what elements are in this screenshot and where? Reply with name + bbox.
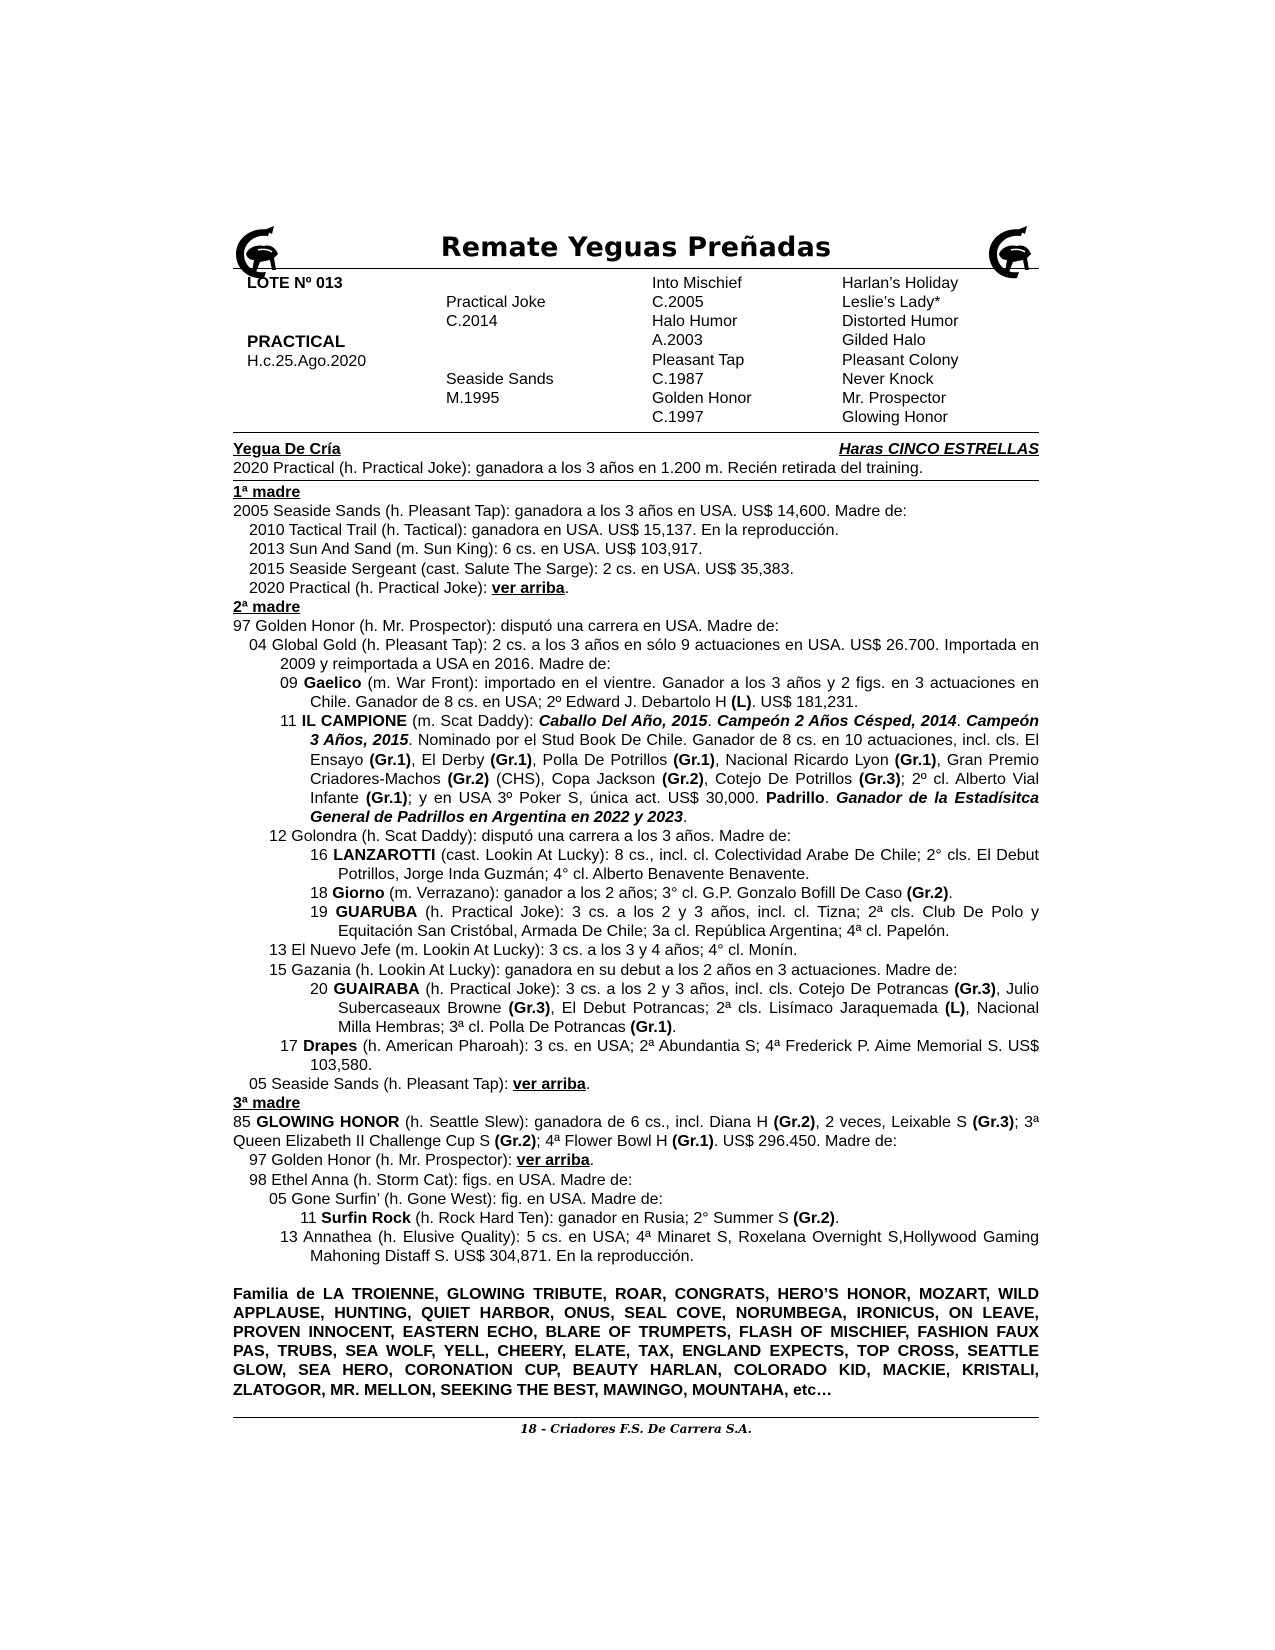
produce-line: 12 Golondra (h. Scat Daddy): disputó una carrera a los 3 años. Madre de: (269, 827, 792, 845)
section-heading: 1ª madre (233, 484, 301, 502)
produce-line: 2010 Tactical Trail (h. Tactical): ganadora en USA. US$ 15,137. En la reproducción. (249, 522, 839, 540)
yegua-text: 2020 Practical (h. Practical Joke): ganadora a los 3 años en 1.200 m. Recién retirada del training. (233, 460, 924, 478)
ver-arriba-link: ver arriba (516, 1152, 590, 1170)
grandsire-1-year: C.2005 (652, 294, 704, 311)
produce-line: 20 GUAIRABA (h. Practical Joke): 3 cs. a los 2 y 3 años, incl. cls. Cotejo De Potrancas (Gr.3), Julio Subercaseaux Browne (Gr.3), El Debut Potrancas; 2ª cls. Lisímaco Jaraquemada (L), Nacional Milla Hembras; 3ª cl. Polla De Potrancas (Gr.1). (310, 980, 1039, 1036)
great-grandparent: Harlan’s Holiday (842, 275, 959, 292)
dam-name: Seaside Sands (446, 371, 554, 388)
pedigree-rule (233, 432, 1039, 433)
section-rule (233, 480, 1039, 481)
granddam-2: Golden Honor (652, 390, 752, 407)
madre-intro: 97 Golden Honor (h. Mr. Prospector): disputó una carrera en USA. Madre de: (233, 617, 780, 635)
granddam-1-year: A.2003 (652, 332, 703, 349)
family-paragraph: Familia de LA TROIENNE, GLOWING TRIBUTE, ROAR, CONGRATS, HERO’S HONOR, MOZART, WILD APPLAUSE, HUNTING, QUIET HARBOR, ONUS, SEAL COVE, NORUMBEGA, IRONICUS, ON LEAVE, PROVEN INNOCENT, EASTERN ECHO, BLARE OF TRUMPETS, FLASH OF MISCHIEF, FASHION FAUX PAS, TRUBS, SEA WOLF, YELL, CHEERY, ELATE, TAX, ENGLAND EXPECTS, TOP CROSS, SEATTLE GLOW, SEA HERO, CORONATION CUP, BEAUTY HARLAN, COLORADO KID, MACKIE, KRISTALI, ZLATOGOR, MR. MELLON, SEEKING THE BEST, MAWINGO, MOUNTAHA, etc… (233, 1286, 1039, 1399)
haras-name: Haras CINCO ESTRELLAS (838, 441, 1039, 458)
great-grandparent: Leslie’s Lady* (842, 294, 941, 311)
produce-line: 97 Golden Honor (h. Mr. Prospector): ver arriba. (249, 1152, 595, 1170)
great-grandparent: Pleasant Colony (842, 352, 959, 369)
produce-line: 18 Giorno (m. Verrazano): ganador a los 2 años; 3° cl. G.P. Gonzalo Bofill De Caso (Gr.2). (310, 885, 953, 903)
great-grandparent: Never Knock (842, 371, 934, 388)
great-grandparent: Distorted Humor (842, 313, 959, 330)
grandsire-2: Pleasant Tap (652, 352, 745, 369)
section-heading: 3ª madre (233, 1095, 301, 1113)
page-title: Remate Yeguas Preñadas (440, 232, 832, 263)
footer-rule (233, 1417, 1039, 1418)
produce-line: 16 LANZAROTTI (cast. Lookin At Lucky): 8 cs., incl. cl. Colectividad Arabe De Chile; 2° cls. El Debut Potrillos, Jorge Inda Guzmán; 4° cl. Alberto Benavente Benavente. (310, 846, 1039, 884)
produce-line: 98 Ethel Anna (h. Storm Cat): figs. en USA. Madre de: (249, 1171, 633, 1189)
produce-line: 15 Gazania (h. Lookin At Lucky): ganadora en su debut a los 2 años en 3 actuaciones. Madre de: (269, 961, 958, 979)
produce-line: 13 Annathea (h. Elusive Quality): 5 cs. en USA; 4ª Minaret S, Roxelana Overnight S,Hollywood Gaming Mahoning Distaff S. US$ 304,871. En la reproducción. (280, 1228, 1039, 1265)
produce-line: 04 Global Gold (h. Pleasant Tap): 2 cs. a los 3 años en sólo 9 actuaciones en USA. US$ 26.700. Importada en 2009 y reimportada a USA en 2016. Madre de: (249, 636, 1039, 674)
lot-number: LOTE Nº 013 (247, 275, 343, 292)
title-rule (233, 268, 1039, 269)
great-grandparent: Mr. Prospector (842, 390, 947, 407)
horse-name: PRACTICAL (247, 332, 346, 351)
grandsire-1: Into Mischief (652, 275, 742, 292)
produce-line: 2015 Seaside Sergeant (cast. Salute The Sarge): 2 cs. en USA. US$ 35,383. (249, 560, 794, 578)
produce-line: 09 Gaelico (m. War Front): importado en el vientre. Ganador a los 3 años y 2 figs. en 3 actuaciones en Chile. Ganador de 8 cs. en USA; 2º Edward J. Debartolo H (L). US$ 181,231. (280, 675, 1039, 712)
madre-intro: 85 GLOWING HONOR (h. Seattle Slew): ganadora de 6 cs., incl. Diana H (Gr.2), 2 veces, Leixable S (Gr.3); 3ª Queen Elizabeth II Challenge Cup S (Gr.2); 4ª Flower Bowl H (Gr.1). US$ 296.450. Madre de: (233, 1114, 1039, 1151)
page-footer: 18 - Criadores F.S. De Carrera S.A. (520, 1422, 752, 1436)
madre-intro: 2005 Seaside Sands (h. Pleasant Tap): ganadora a los 3 años en USA. US$ 14,600. Madre de: (233, 503, 907, 521)
produce-line: 13 El Nuevo Jefe (m. Lookin At Lucky): 3 cs. a los 3 y 4 años; 4° cl. Monín. (269, 942, 798, 960)
horse-birth: H.c.25.Ago.2020 (247, 353, 367, 370)
section-heading: 2ª madre (233, 598, 301, 616)
document-body (233, 440, 1039, 1400)
produce-line: 19 GUARUBA (h. Practical Joke): 3 cs. a los 2 y 3 años, incl. cl. Tizna; 2ª cls. Club De Polo y Equitación San Cristóbal, Armada De Chile; 3a cl. República Argentina; 4ª cl. Papelón. (310, 904, 1039, 941)
ver-arriba-link: ver arriba (512, 1076, 586, 1094)
great-grandparent: Gilded Halo (842, 332, 926, 349)
produce-line: 11 Surfin Rock (h. Rock Hard Ten): ganador en Rusia; 2° Summer S (Gr.2). (300, 1209, 840, 1227)
produce-line: 05 Seaside Sands (h. Pleasant Tap): ver arriba. (249, 1076, 591, 1094)
produce-line: 2020 Practical (h. Practical Joke): ver arriba. (249, 579, 570, 597)
great-grandparent: Glowing Honor (842, 409, 948, 426)
produce-line: 17 Drapes (h. American Pharoah): 3 cs. en USA; 2ª Abundantia S; 4ª Frederick P. Aime Memorial S. US$ 103,580. (280, 1037, 1039, 1074)
sire-name: Practical Joke (446, 294, 546, 311)
produce-line: 2013 Sun And Sand (m. Sun King): 6 cs. en USA. US$ 103,917. (249, 541, 703, 559)
sire-year: C.2014 (446, 313, 498, 330)
granddam-2-year: C.1997 (652, 409, 704, 426)
ver-arriba-link: ver arriba (491, 579, 565, 597)
produce-line: 11 IL CAMPIONE (m. Scat Daddy): Caballo Del Año, 2015. Campeón 2 Años Césped, 2014. Campeón 3 Años, 2015. Nominado por el Stud Book De Chile. Ganador de 8 cs. en 10 actuaciones, incl. cls. El Ensayo (Gr.1), El Derby (Gr.1), Polla De Potrillos (Gr.1), Nacional Ricardo Lyon (Gr.1), Gran Premio Criadores-Machos (Gr.2) (CHS), Copa Jackson (Gr.2), Cotejo De Potrillos (Gr.3); 2º cl. Alberto Vial Infante (Gr.1); y en USA 3º Poker S, única act. US$ 30,000. Padrillo. Ganador de la Estadísitca General de Padrillos en Argentina en 2022 y 2023. (280, 713, 1040, 826)
grandsire-2-year: C.1987 (652, 371, 704, 388)
dam-year: M.1995 (446, 390, 500, 407)
section-heading: Yegua De Cría (233, 441, 341, 458)
granddam-1: Halo Humor (652, 313, 738, 330)
produce-line: 05 Gone Surfin’ (h. Gone West): fig. en USA. Madre de: (269, 1190, 663, 1208)
